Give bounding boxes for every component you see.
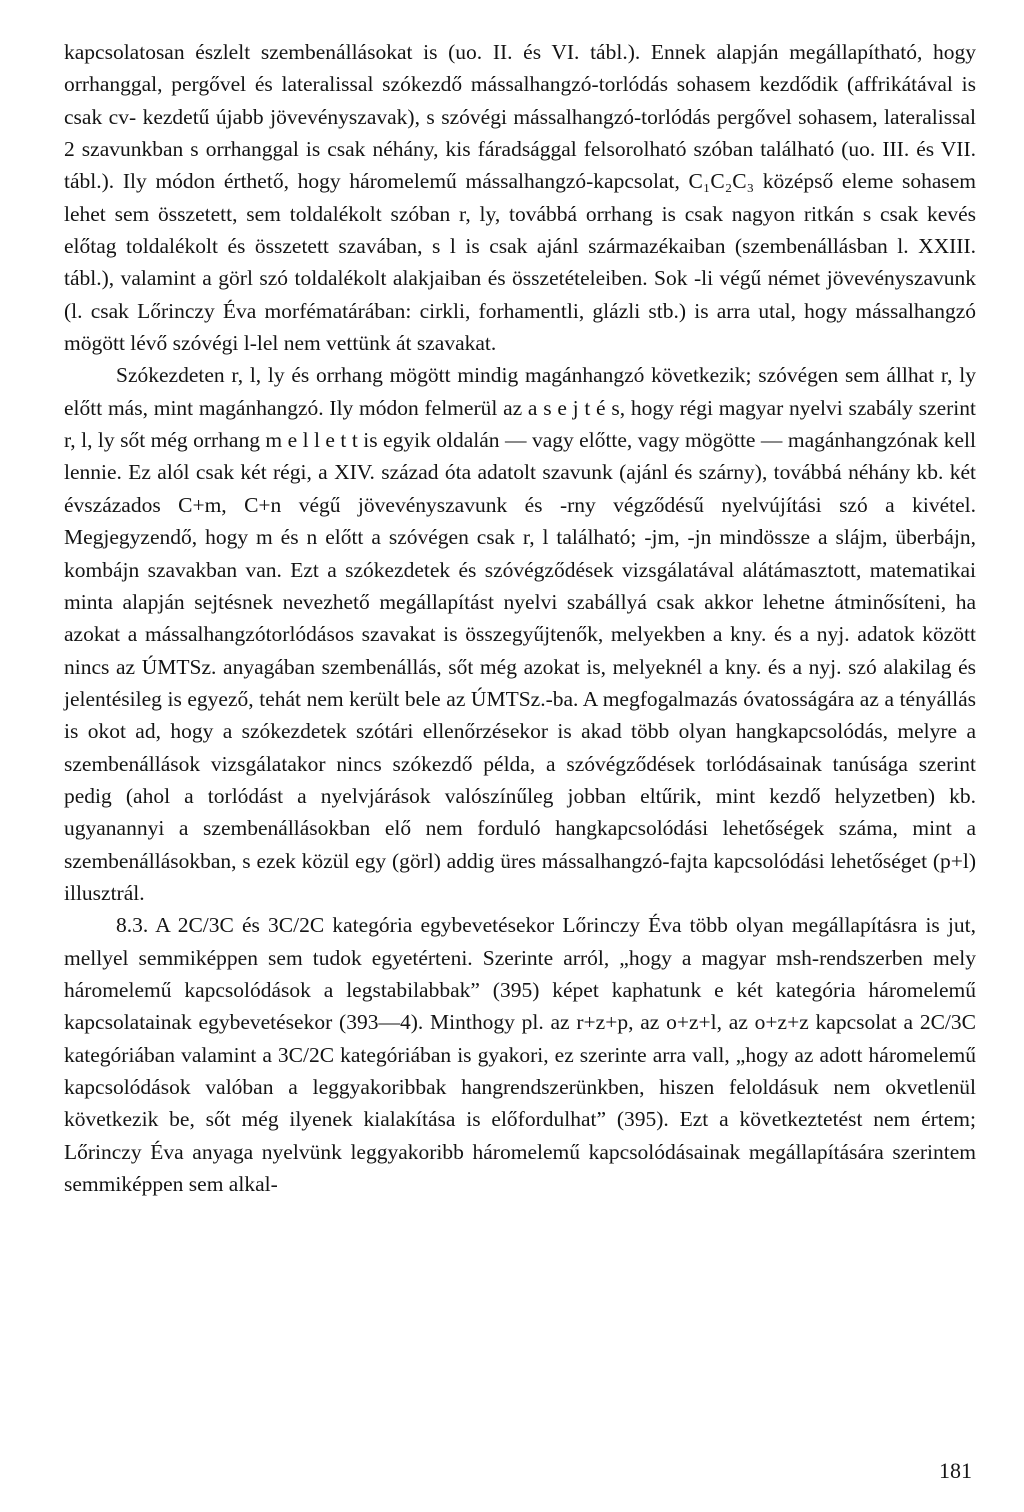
paragraph-section-8-3: 8.3. A 2C/3C és 3C/2C kategória egybevetésekor Lőrinczy Éva több olyan megállapításra is jut, mellyel semmiképpen sem tudok egyetérteni. Szerinte arról, „hogy a magyar msh-rendszerben mely háromelemű kapcsolódások a legstabilabbak” (395) képet kaphatunk e két kategória háromelemű kapcsolatainak egybevetésekor (393—4). Minthogy pl. az r+z+p, az o+z+l, az o+z+z kapcsolat a 2C/3C kategóriában valamint a 3C/2C kategóriában is gyakori, ez szerinte arra vall, „hogy az adott háromelemű kapcsolódások valóban a leggyakoribbak hangrendszerünkben, hiszen feloldásuk nem okvetlenül következik be, sőt még ilyenek kialakítása is előfordulhat” (395). Ezt a következtetést nem értem; Lőrinczy Éva anyaga nyelvünk leggyakoribb háromelemű kapcsolódásainak megállapítására szerintem semmiképpen sem alkal- [64,913,976,1197]
page-body [64,36,976,1200]
paragraph-consonant-rule: Szókezdeten r, l, ly és orrhang mögött mindig magánhangzó következik; szóvégen sem állhat r, ly előtt más, mint magánhangzó. Ily módon felmerül az a s e j t é s, hogy régi magyar nyelvi szabály szerint r, l, ly sőt még orrhang m e l l e t t is egyik oldalán — vagy előtte, vagy mögötte — magánhangzónak kell lennie. Ez alól csak két régi, a XIV. század óta adatolt szavunk (ajánl és szárny), továbbá néhány kb. két évszázados C+m, C+n végű jövevényszavunk és -rny végződésű nyelvújítási szó a kivétel. Megjegyzendő, hogy m és n előtt a szóvégen csak r, l található; -jm, -jn mindössze a slájm, überbájn, kombájn szavakban van. Ezt a szókezdetek és szóvégződések vizsgálatával alátámasztott, matematikai minta alapján sejtésnek nevezhető megállapítást nyelvi szabállyá csak akkor lehetne átminősíteni, ha azokat a mássalhangzótorlódásos szavakat is összegyűjtenők, melyekben a kny. és a nyj. adatok között nincs az ÚMTSz. anyagában szembenállás, sőt még azokat is, melyeknél a kny. és a nyj. szó alakilag és jelentésileg is egyező, tehát nem került bele az ÚMTSz.-ba. A megfogalmazás óvatosságára az a tényállás is okot ad, hogy a szókezdetek szótári ellenőrzésekor is akad több olyan hangkapcsolódás, melyre a szembenállások vizsgálatakor nincs szókezdő példa, a szóvégződések torlódásainak tanúsága szerint pedig (ahol a torlódást a nyelvjárások valószínűleg jobban eltűrik, mint kezdő helyzetben) kb. ugyanannyi a szembenállásokban elő nem forduló hangkapcsolódási lehetőségek száma, mint a szembenállásokban, s ezek közül egy (görl) addig üres mássalhangzó-fajta kapcsolódási lehetőséget (p+l) illusztrál. [64,363,976,905]
paragraph-continuation: kapcsolatosan észlelt szembenállásokat is (uo. II. és VI. tábl.). Ennek alapján megállapítható, hogy orrhanggal, pergővel és lateralissal szókezdő mássalhangzó-torlódás sohasem kezdődik (affrikátával is csak cv- kezdetű újabb jövevényszavak), s szóvégi mássalhangzó-torlódás pergővel sohasem, lateralissal 2 szavunkban s orrhanggal is csak néhány, kis fáradsággal felsorolható szóban található (uo. III. és VII. tábl.). Ily módon érthető, hogy háromelemű mássalhangzó-kapcsolat, C₁C₂C₃ középső eleme sohasem lehet sem összetett, sem toldalékolt szóban r, ly, továbbá orrhang is csak nagyon ritkán s csak kevés előtag toldalékolt és összetett szavában, s l is csak ajánl származékaiban (szembenállásban l. XXIII. tábl.), valamint a görl szó toldalékolt alakjaiban és összetételeiben. Sok -li végű német jövevényszavunk (l. csak Lőrinczy Éva morfématárában: cirkli, forhamentli, glázli stb.) is arra utal, hogy mássalhangzó mögött lévő szóvégi l-lel nem vettünk át szavakat. [64,40,976,356]
page-number: 181 [939,1458,972,1483]
